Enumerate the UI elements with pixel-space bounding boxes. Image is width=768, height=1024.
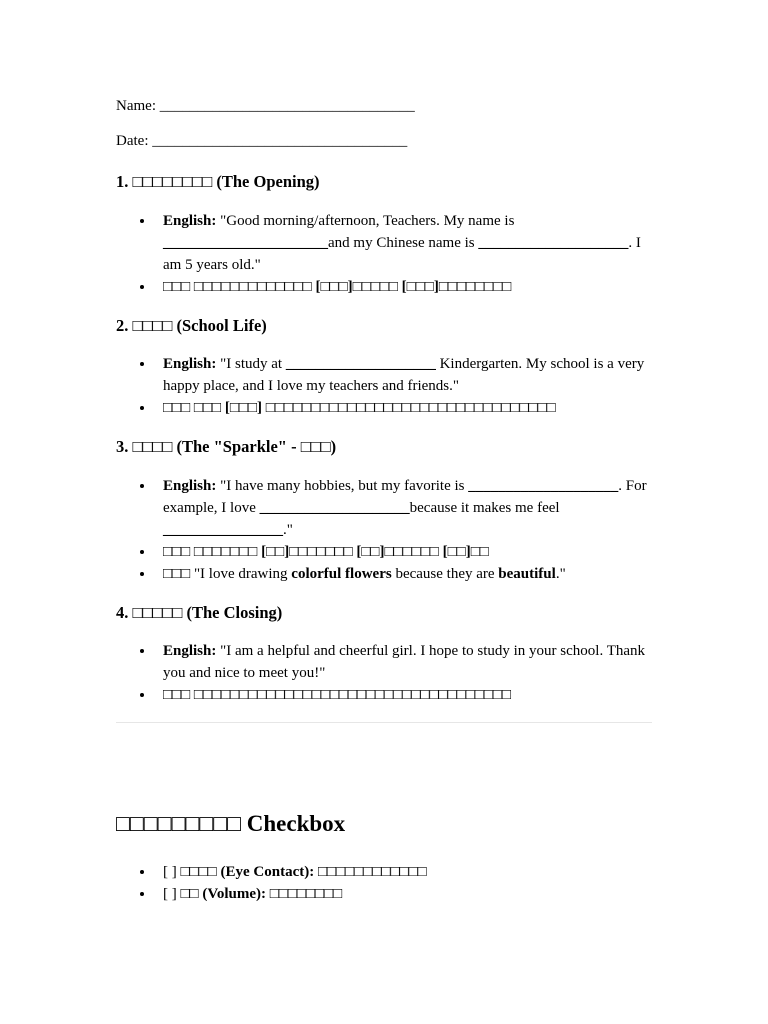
chinese-line: □□□ □□□□□□□□□□□□□ [□□□]□□□□□ [□□□]□□□□□□□□ <box>163 276 652 298</box>
english-line: English: "Good morning/afternoon, Teachers. My name is ______________________and my Chinese name is ____________________. I am 5 years old." <box>163 210 652 276</box>
blank-line: ________________ <box>163 522 283 538</box>
section-divider <box>116 722 652 723</box>
blank-line: ______________________ <box>163 235 328 251</box>
english-line: English: "I am a helpful and cheerful girl. I hope to study in your school. Thank you and nice to meet you!" <box>163 640 652 684</box>
checkbox-list <box>116 861 652 905</box>
checkbox-heading: □□□□□□□□□ Checkbox <box>116 811 346 836</box>
blank-line: ____________________ <box>285 356 436 372</box>
section-heading-school-life: 2. □□□□ (School Life) <box>116 316 267 335</box>
english-label: English: <box>163 478 217 494</box>
english-line: English: "I study at ____________________ Kindergarten. My school is a very happy place, and I love my teachers and friends." <box>163 353 652 397</box>
section-list-sparkle <box>116 475 652 585</box>
section-heading-opening: 1. □□□□□□□□ (The Opening) <box>116 172 320 191</box>
checkbox-item-label: □□ (Volume): <box>180 886 266 902</box>
chinese-line: □□□ □□□□□□□ [□□]□□□□□□□ [□□]□□□□□□ [□□]□□ <box>163 541 652 563</box>
chinese-line: □□□ □□□□□□□□□□□□□□□□□□□□□□□□□□□□□□□□□□□ <box>163 684 652 706</box>
english-label: English: <box>163 643 217 659</box>
example-label: □□□ <box>163 566 191 582</box>
blank-line: ____________________ <box>478 235 629 251</box>
section-heading-sparkle: 3. □□□□ (The "Sparkle" - □□□) <box>116 437 337 456</box>
section-heading-closing: 4. □□□□□ (The Closing) <box>116 603 283 622</box>
english-label: English: <box>163 213 217 229</box>
example-line: □□□ "I love drawing colorful flowers because they are beautiful." <box>163 563 652 585</box>
date-field <box>116 131 407 151</box>
checkbox-item-volume: [ ] □□ (Volume): □□□□□□□□ <box>163 883 652 905</box>
section-list-closing <box>116 640 652 706</box>
name-line: __________________________________ <box>159 98 415 114</box>
checkbox-box[interactable]: [ ] <box>163 886 177 902</box>
blank-line: ____________________ <box>259 500 410 516</box>
english-label: English: <box>163 356 217 372</box>
checkbox-item-label: □□□□ (Eye Contact): <box>180 864 315 880</box>
english-line: English: "I have many hobbies, but my favorite is ____________________. For example, I love ____________________because it makes me feel ________________." <box>163 475 652 541</box>
chinese-line: □□□ □□□ [□□□] □□□□□□□□□□□□□□□□□□□□□□□□□□□□□□□□ <box>163 397 652 419</box>
section-list-school-life <box>116 353 652 419</box>
name-field <box>116 96 415 116</box>
checkbox-item-eye-contact: [ ] □□□□ (Eye Contact): □□□□□□□□□□□□ <box>163 861 652 883</box>
date-line: __________________________________ <box>152 133 408 149</box>
blank-line: ____________________ <box>468 478 619 494</box>
date-label: Date: <box>116 133 149 149</box>
name-label: Name: <box>116 98 156 114</box>
section-list-opening <box>116 210 652 298</box>
checkbox-box[interactable]: [ ] <box>163 864 177 880</box>
